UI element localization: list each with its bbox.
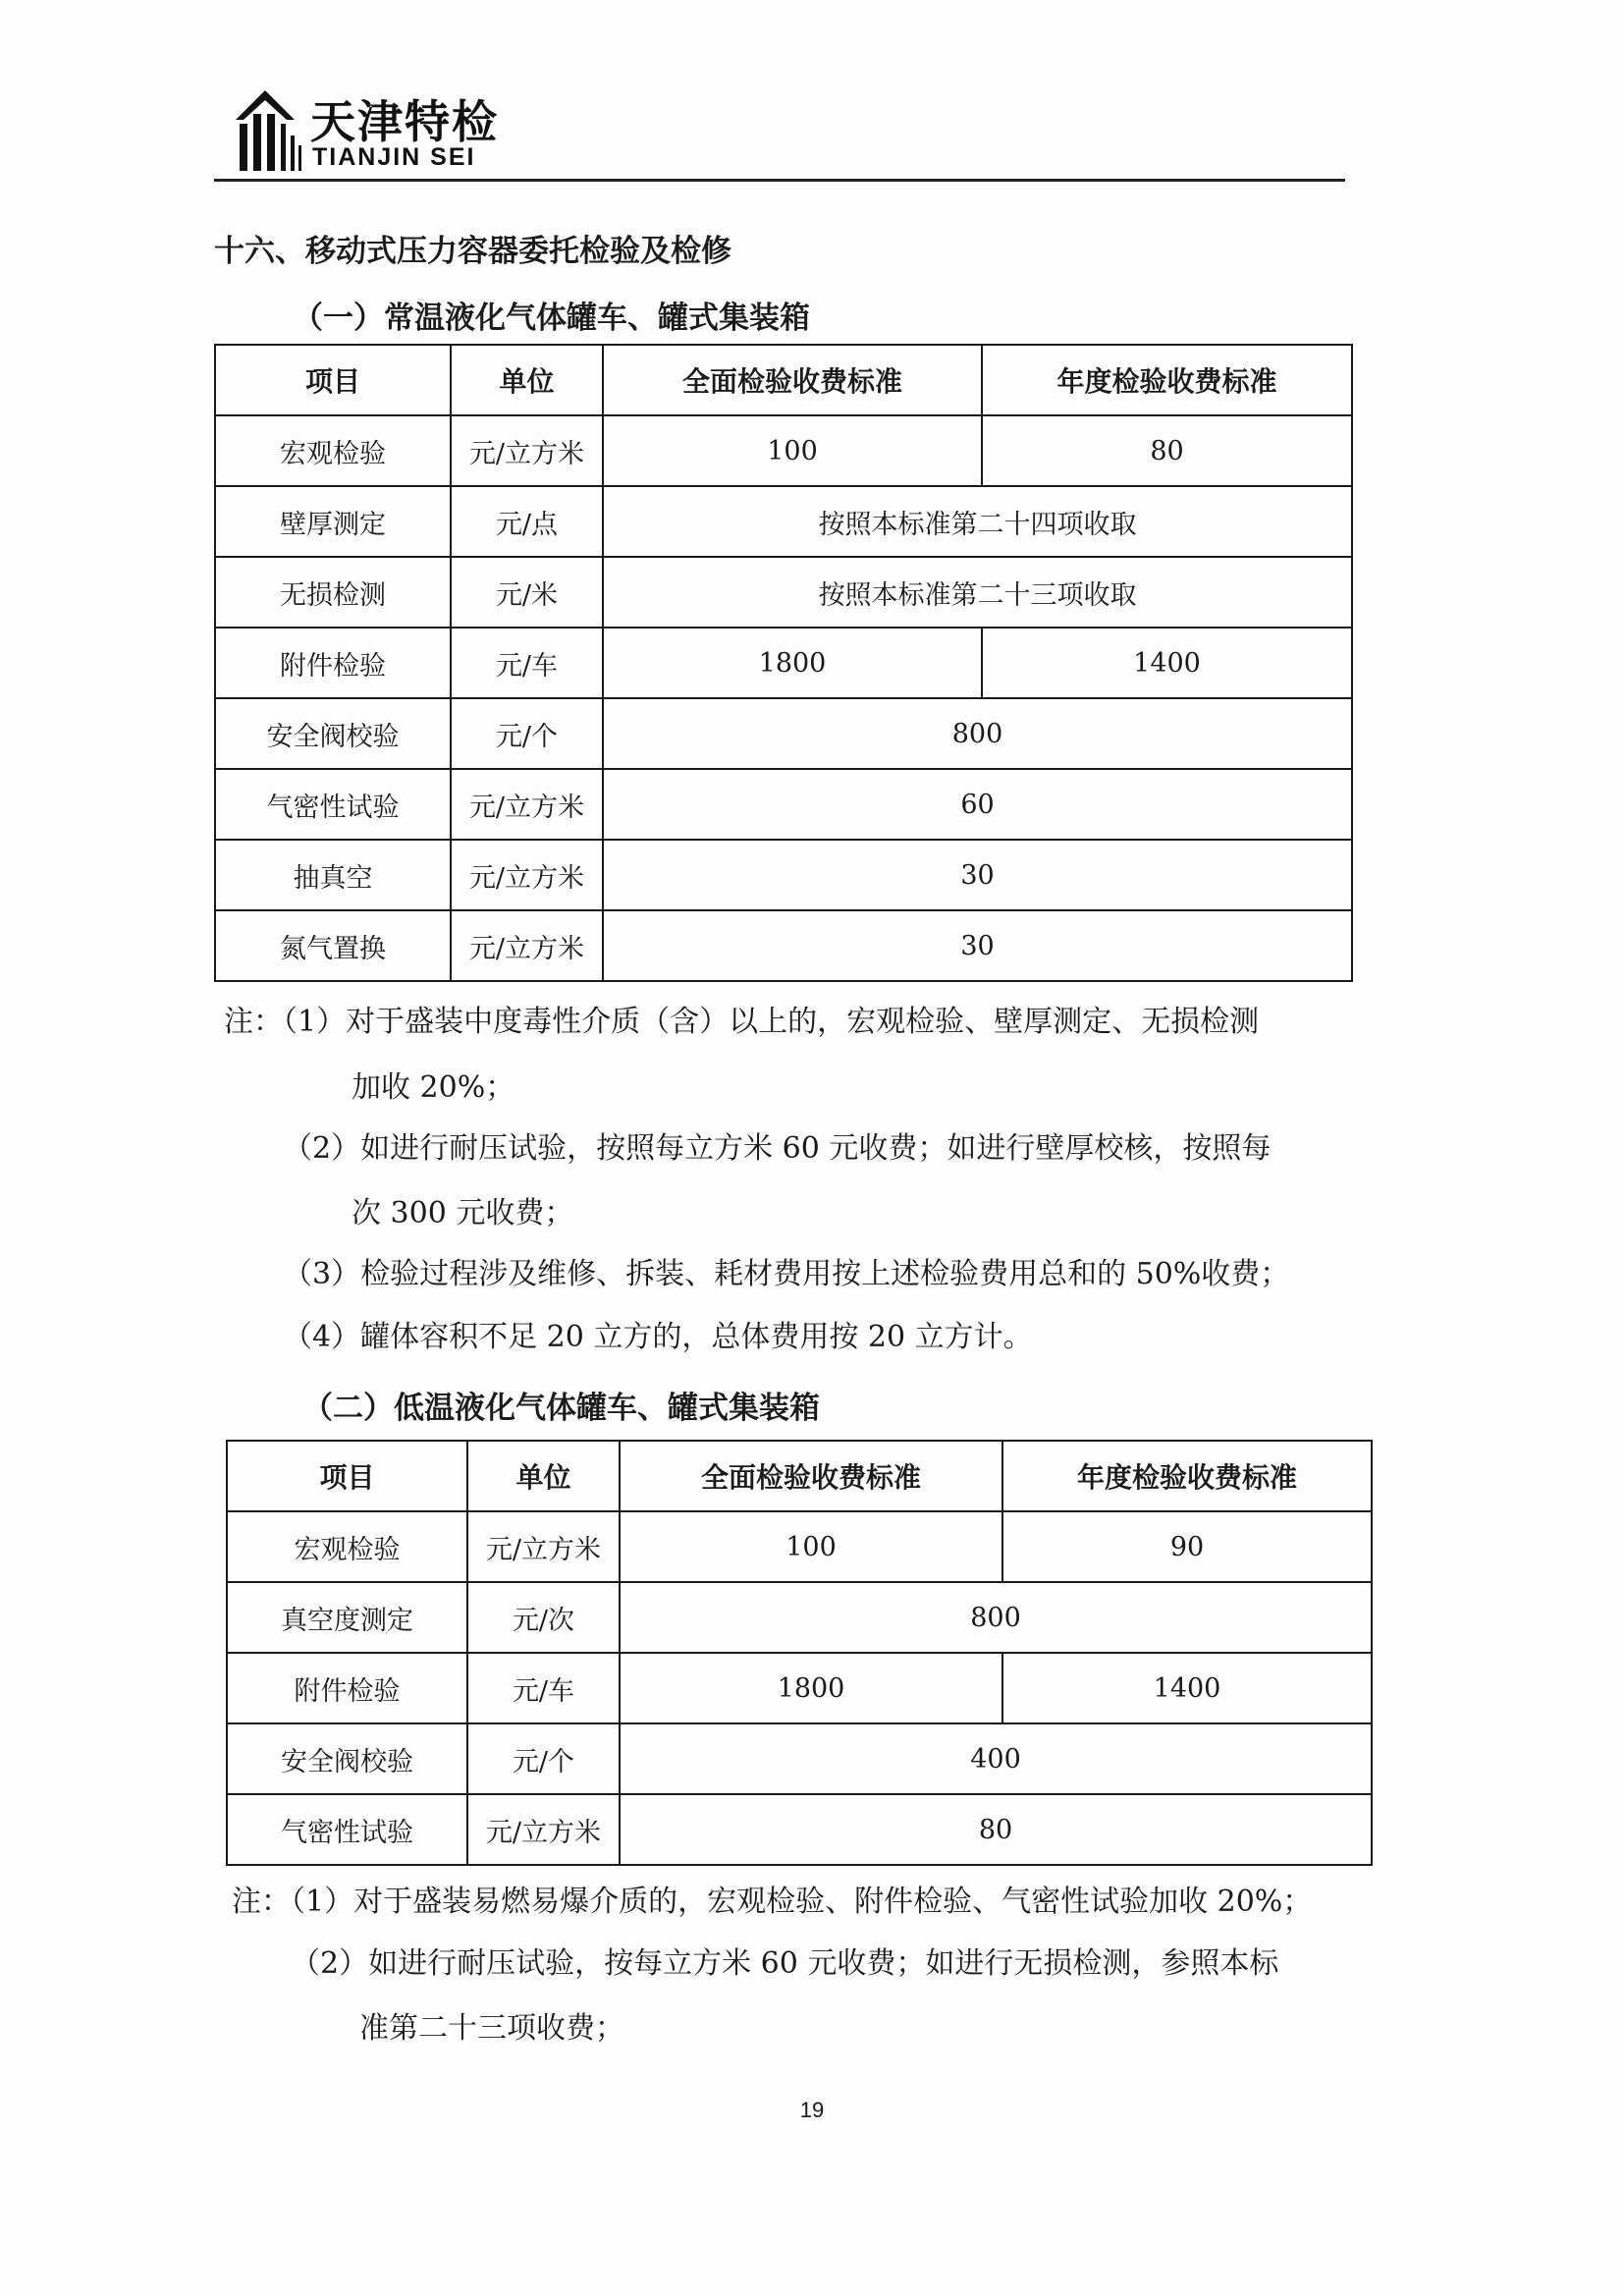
merged-fee-cell: 80 [620, 1794, 1372, 1865]
header-annual-inspection: 年度检验收费标准 [982, 345, 1352, 415]
annual-fee-cell: 1400 [982, 628, 1352, 698]
unit-cell: 元/车 [467, 1653, 620, 1723]
header-annual-inspection: 年度检验收费标准 [1002, 1441, 1372, 1511]
header-unit: 单位 [451, 345, 603, 415]
merged-fee-cell: 30 [603, 840, 1352, 910]
header-full-inspection: 全面检验收费标准 [603, 345, 982, 415]
item-cell: 宏观检验 [215, 415, 451, 486]
item-cell: 附件检验 [227, 1653, 467, 1723]
table-row [215, 698, 1352, 769]
unit-cell: 元/次 [467, 1582, 620, 1653]
tianjin-sei-logo-icon [226, 81, 304, 175]
table-row [227, 1653, 1372, 1723]
header-item: 项目 [215, 345, 451, 415]
table-row [227, 1511, 1372, 1582]
subsection1-title: （一）常温液化气体罐车、罐式集装箱 [293, 301, 810, 336]
table-row [227, 1794, 1372, 1865]
page-number: 19 [799, 2098, 825, 2122]
page-header [214, 77, 1345, 187]
merged-fee-cell: 400 [620, 1723, 1372, 1794]
unit-cell: 元/立方米 [467, 1511, 620, 1582]
note-line: 注：（1）对于盛装易燃易爆介质的，宏观检验、附件检验、气密性试验加收 20%； [232, 1885, 1313, 1919]
header-unit: 单位 [467, 1441, 620, 1511]
item-cell: 安全阀校验 [227, 1723, 467, 1794]
item-cell: 无损检测 [215, 557, 451, 628]
full-fee-cell: 1800 [620, 1653, 1002, 1723]
table-row [215, 628, 1352, 698]
header-divider [214, 179, 1345, 182]
unit-cell: 元/车 [451, 628, 603, 698]
merged-fee-cell: 800 [603, 698, 1352, 769]
unit-cell: 元/立方米 [467, 1794, 620, 1865]
item-cell: 壁厚测定 [215, 486, 451, 557]
unit-cell: 元/个 [467, 1723, 620, 1794]
item-cell: 宏观检验 [227, 1511, 467, 1582]
logo-english-text: TIANJIN SEI [312, 143, 476, 171]
annual-fee-cell: 80 [982, 415, 1352, 486]
merged-fee-cell: 60 [603, 769, 1352, 840]
table-row [215, 769, 1352, 840]
item-cell: 气密性试验 [215, 769, 451, 840]
section-title: 十六、移动式压力容器委托检验及检修 [214, 234, 731, 269]
note-line: （3）检验过程涉及维修、拆装、耗材费用按上述检验费用总和的 50%收费； [283, 1257, 1290, 1291]
merged-fee-cell: 按照本标准第二十三项收取 [603, 557, 1352, 628]
unit-cell: 元/个 [451, 698, 603, 769]
item-cell: 气密性试验 [227, 1794, 467, 1865]
fee-table-ambient [214, 344, 1353, 982]
table-row [227, 1723, 1372, 1794]
item-cell: 抽真空 [215, 840, 451, 910]
annual-fee-cell: 1400 [1002, 1653, 1372, 1723]
annual-fee-cell: 90 [1002, 1511, 1372, 1582]
unit-cell: 元/立方米 [451, 415, 603, 486]
logo-chinese-text: 天津特检 [310, 95, 499, 148]
full-fee-cell: 100 [620, 1511, 1002, 1582]
note-line: 注：（1）对于盛装中度毒性介质（含）以上的，宏观检验、壁厚测定、无损检测 [224, 1005, 1260, 1039]
unit-cell: 元/立方米 [451, 840, 603, 910]
item-cell: 安全阀校验 [215, 698, 451, 769]
item-cell: 氮气置换 [215, 910, 451, 981]
fee-table-cryogenic [226, 1440, 1373, 1866]
table-row [215, 486, 1352, 557]
unit-cell: 元/立方米 [451, 910, 603, 981]
table-header-row [215, 345, 1352, 415]
note-line: 加收 20%； [352, 1070, 515, 1105]
merged-fee-cell: 按照本标准第二十四项收取 [603, 486, 1352, 557]
subsection2-title: （二）低温液化气体罐车、罐式集装箱 [302, 1391, 820, 1426]
table-row [215, 840, 1352, 910]
unit-cell: 元/点 [451, 486, 603, 557]
item-cell: 附件检验 [215, 628, 451, 698]
note-line: 准第二十三项收费； [359, 2011, 624, 2046]
table-row [227, 1582, 1372, 1653]
note-line: （2）如进行耐压试验，按照每立方米 60 元收费；如进行壁厚校核，按照每 [283, 1131, 1272, 1166]
header-item: 项目 [227, 1441, 467, 1511]
header-full-inspection: 全面检验收费标准 [620, 1441, 1002, 1511]
table-row [215, 557, 1352, 628]
note-line: （2）如进行耐压试验，按每立方米 60 元收费；如进行无损检测，参照本标 [291, 1946, 1279, 1981]
item-cell: 真空度测定 [227, 1582, 467, 1653]
note-line: （4）罐体容积不足 20 立方的，总体费用按 20 立方计。 [283, 1320, 1033, 1354]
full-fee-cell: 1800 [603, 628, 982, 698]
merged-fee-cell: 30 [603, 910, 1352, 981]
merged-fee-cell: 800 [620, 1582, 1372, 1653]
table-header-row [227, 1441, 1372, 1511]
note-line: 次 300 元收费； [352, 1196, 574, 1230]
table-row [215, 415, 1352, 486]
unit-cell: 元/米 [451, 557, 603, 628]
full-fee-cell: 100 [603, 415, 982, 486]
table-row [215, 910, 1352, 981]
unit-cell: 元/立方米 [451, 769, 603, 840]
